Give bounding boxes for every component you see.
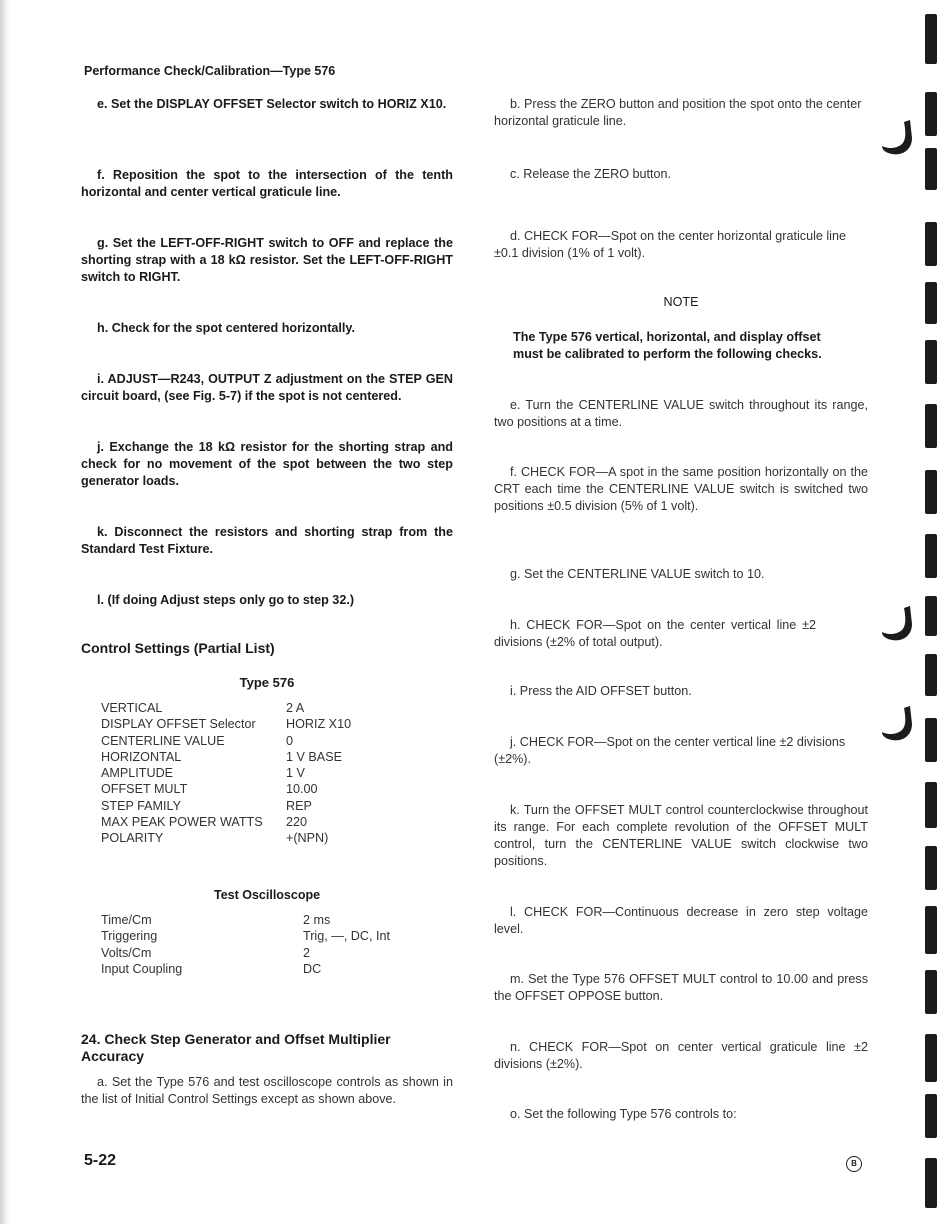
left-step-l: l. (If doing Adjust steps only go to step 32.) [97,593,355,607]
table-row [101,749,351,765]
setting-value: Trig, —, DC, Int [303,929,390,944]
setting-value: REP [286,798,312,813]
right-step-h: h. CHECK FOR—Spot on the center vertical line ±2 divisions (±2% of total output). [494,618,816,649]
table-row [101,716,351,732]
test-oscilloscope-heading: Test Oscilloscope [214,888,321,902]
setting-value: DC [303,961,322,976]
table-row [101,928,390,944]
left-step-j: j. Exchange the 18 kΩ resistor for the shorting strap and check for no movement of the spot between the two step generator loads. [81,440,453,488]
binder-tab-mark [925,404,937,448]
binder-tab-mark [925,222,937,266]
revision-mark: B [846,1156,862,1172]
binder-tab-mark [925,1034,937,1082]
binder-tab-mark [925,1094,937,1138]
setting-value: 0 [286,733,294,748]
table-row [101,830,351,846]
setting-value: +(NPN) [286,831,329,846]
setting-name: DISPLAY OFFSET Selector [101,717,256,732]
binder-tab-mark [925,340,937,384]
table-row [101,765,351,781]
setting-name: MAX PEAK POWER WATTS [101,815,263,830]
left-step-f: f. Reposition the spot to the intersection of the tenth horizontal and center vertical graticule line. [81,168,453,199]
left-step-k: k. Disconnect the resistors and shorting strap from the Standard Test Fixture. [81,525,453,556]
binder-tab-mark [925,596,937,636]
binder-tab-mark [925,92,937,136]
setting-name: Volts/Cm [101,945,152,960]
setting-name: VERTICAL [101,701,163,715]
table-row [101,700,351,716]
right-step-c: c. Release the ZERO button. [510,167,672,181]
right-step-m: m. Set the Type 576 OFFSET MULT control to 10.00 and press the OFFSET OPPOSE button. [494,972,868,1003]
left-step-a: a. Set the Type 576 and test oscilloscope controls as shown in the list of Initial Control Settings except as shown above. [81,1075,453,1106]
binder-tab-mark [925,782,937,828]
setting-name: Time/Cm [101,913,152,927]
control-settings-heading: Control Settings (Partial List) [81,640,275,656]
table-row [101,912,390,928]
note-title: NOTE [663,295,699,309]
oscilloscope-settings-table [101,912,390,977]
binder-tab-mark [925,970,937,1014]
setting-value: 220 [286,815,308,830]
setting-name: AMPLITUDE [101,766,174,781]
setting-value: 2 ms [303,913,331,927]
table-row [101,798,351,814]
setting-name: Triggering [101,929,158,944]
table-row [101,781,351,797]
setting-name: STEP FAMILY [101,798,182,813]
right-step-i: i. Press the AID OFFSET button. [510,684,692,698]
right-step-f: f. CHECK FOR—A spot in the same position horizontally on the CRT each time the CENTERLINE VALUE switch is switched two positions ±0.5 division (5% of 1 volt). [494,465,868,513]
binder-tab-mark [925,534,937,578]
binder-tab-mark [925,282,937,324]
binder-tab-mark [925,846,937,890]
setting-name: CENTERLINE VALUE [101,733,225,748]
binder-hook-icon [880,704,916,744]
binder-tab-mark [925,1158,937,1208]
setting-value: HORIZ X10 [286,717,352,732]
setting-name: POLARITY [101,831,164,846]
left-step-g: g. Set the LEFT-OFF-RIGHT switch to OFF and replace the shorting strap with a 18 kΩ resistor. Set the LEFT-OFF-RIGHT switch to RIGHT. [81,236,453,284]
right-step-n: n. CHECK FOR—Spot on center vertical graticule line ±2 divisions (±2%). [494,1040,868,1071]
page-header: Performance Check/Calibration—Type 576 [84,64,336,78]
binder-tab-mark [925,14,937,64]
table-row [101,814,351,830]
table-row [101,945,390,961]
binder-hook-icon [880,118,916,158]
right-step-b: b. Press the ZERO button and position the spot onto the center horizontal graticule line. [494,97,862,128]
binder-tab-mark [925,906,937,954]
binder-hook-icon [880,604,916,644]
right-step-d: d. CHECK FOR—Spot on the center horizontal graticule line ±0.1 division (1% of 1 volt). [494,229,846,260]
left-step-i: i. ADJUST—R243, OUTPUT Z adjustment on the STEP GEN circuit board, (see Fig. 5-7) if the spot is not centered. [81,372,453,403]
page-number: 5-22 [84,1152,117,1169]
left-step-h: h. Check for the spot centered horizontally. [97,321,355,335]
table-row [101,961,390,977]
right-step-o: o. Set the following Type 576 controls to: [510,1107,737,1121]
section-24-heading: 24. Check Step Generator and Offset Multiplier Accuracy [81,1031,391,1064]
right-step-k: k. Turn the OFFSET MULT control counterclockwise throughout its range. For each complete revolution of the OFFSET MULT control, turn the CENTERLINE VALUE switch clockwise two positions. [494,803,868,868]
table-row [101,733,351,749]
setting-value: 2 [303,945,311,960]
right-step-j: j. CHECK FOR—Spot on the center vertical line ±2 divisions (±2%). [494,735,846,766]
right-step-l: l. CHECK FOR—Continuous decrease in zero step voltage level. [494,905,868,936]
right-step-g: g. Set the CENTERLINE VALUE switch to 10. [510,567,765,581]
note-text: The Type 576 vertical, horizontal, and display offset must be calibrated to perform the following checks. [513,330,822,361]
type576-settings-table [101,700,351,847]
setting-name: Input Coupling [101,961,183,976]
binder-tab-mark [925,654,937,696]
setting-value: 2 A [286,701,305,715]
type576-heading: Type 576 [239,675,295,690]
binder-tab-mark [925,148,937,190]
setting-value: 1 V BASE [286,749,343,764]
right-step-e: e. Turn the CENTERLINE VALUE switch throughout its range, two positions at a time. [494,398,868,429]
left-step-e: e. Set the DISPLAY OFFSET Selector switch to HORIZ X10. [97,97,447,111]
scan-edge [0,0,10,1224]
setting-value: 1 V [286,766,305,781]
setting-name: OFFSET MULT [101,782,188,797]
binder-tab-mark [925,718,937,762]
setting-name: HORIZONTAL [101,749,182,764]
setting-value: 10.00 [286,782,318,797]
binder-tab-mark [925,470,937,514]
